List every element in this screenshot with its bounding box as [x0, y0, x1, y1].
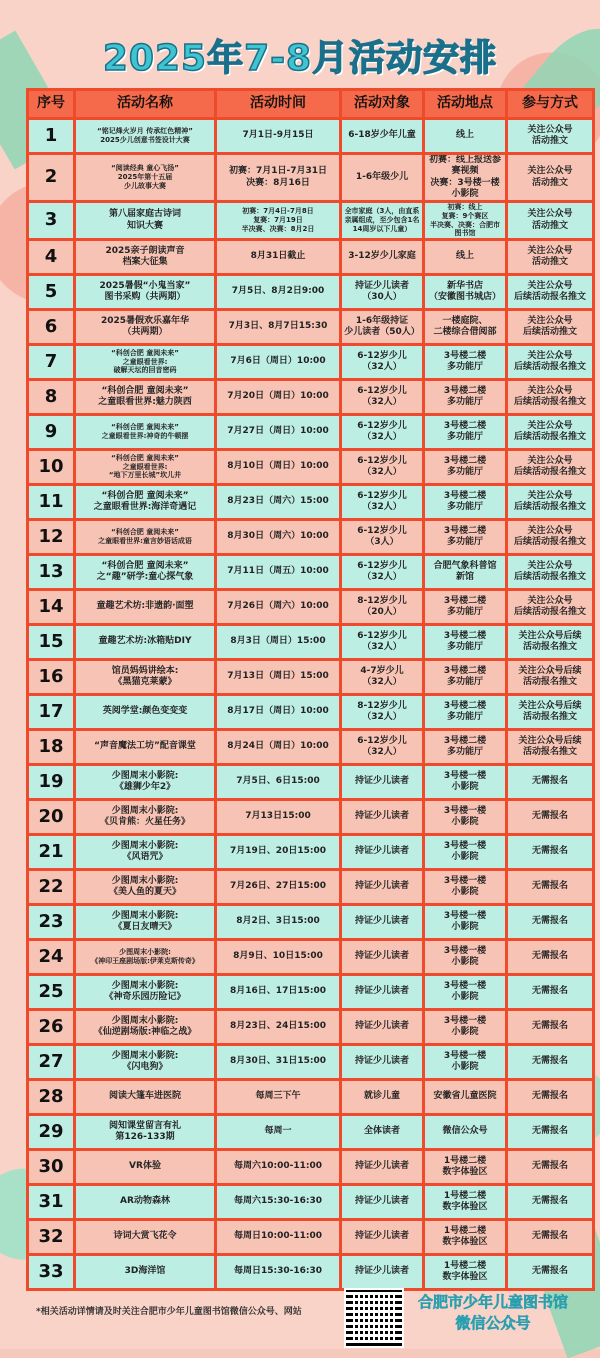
activity-location: 3号楼二楼 多功能厅 — [443, 525, 487, 547]
activity-time: 7月5日、8月2日9:00 — [231, 286, 325, 297]
activity-location: 3号楼一楼 小影院 — [443, 1050, 487, 1072]
activity-location: 新华书店 （安徽图书城店） — [428, 280, 501, 302]
activity-audience: 持证少儿读者 — [354, 1056, 409, 1067]
activity-name: 第八届家庭古诗词 知识大赛 — [108, 209, 181, 231]
activity-audience: 持证少儿读者 — [354, 776, 409, 787]
activity-name: 阅知课堂留言有礼 第126-133期 — [108, 1120, 181, 1142]
participation-method: 关注公众号 活动推文 — [527, 166, 573, 188]
activity-location: 1号楼二楼 数字体验区 — [442, 1155, 488, 1177]
activity-name: 少图周末小影院: 《闪电狗》 — [111, 1050, 179, 1072]
activity-name: 少图周末小影院: 《神奇乐园历险记》 — [104, 980, 186, 1002]
row-number: 32 — [38, 1225, 64, 1247]
activity-time: 8月9日、10日15:00 — [233, 951, 323, 962]
activity-audience: 持证少儿读者 — [354, 1266, 409, 1277]
activity-name: “科创合肥 童阅未来” 之童眼看世界:神奇的牛顿摆 — [101, 423, 189, 440]
header-location: 活动地点 — [425, 91, 505, 117]
participation-method: 关注公众号 后续活动报名推文 — [513, 595, 586, 617]
activity-audience: 持证少儿读者 — [354, 1021, 409, 1032]
activity-time: 7月20日（周日）10:00 — [227, 391, 329, 402]
activity-name: 阅读大篷车进医院 — [108, 1091, 181, 1102]
activity-location: 3号楼二楼 多功能厅 — [443, 350, 487, 372]
row-number: 19 — [38, 770, 64, 792]
header-time: 活动时间 — [217, 91, 339, 117]
row-number: 6 — [44, 315, 58, 337]
participation-method: 关注公众号 后续活动报名推文 — [513, 490, 586, 512]
participation-method: 关注公众号 活动推文 — [527, 209, 573, 231]
participation-method: 无需报名 — [531, 986, 568, 997]
participation-method: 关注公众号 后续活动报名推文 — [513, 350, 586, 372]
row-number: 17 — [38, 700, 64, 722]
table-row — [29, 661, 592, 693]
activity-location: 3号楼一楼 小影院 — [443, 1015, 487, 1037]
table-row — [29, 801, 592, 833]
activity-location: 3号楼一楼 小影院 — [443, 840, 487, 862]
activity-location: 安徽省儿童医院 — [433, 1091, 497, 1102]
activity-time: 每周六15:30-16:30 — [233, 1196, 323, 1207]
table-row — [29, 591, 592, 623]
activity-time: 每周六10:00-11:00 — [233, 1161, 323, 1172]
activity-audience: 6-12岁少儿 （32人） — [357, 630, 407, 652]
activity-location: 3号楼一楼 小影院 — [443, 980, 487, 1002]
activity-time: 8月2日、3日15:00 — [236, 916, 320, 927]
participation-method: 无需报名 — [531, 1161, 568, 1172]
table-row — [29, 1011, 592, 1043]
row-number: 3 — [44, 209, 58, 231]
row-number: 29 — [38, 1120, 64, 1142]
table-row — [29, 486, 592, 518]
participation-method: 关注公众号 后续活动报名推文 — [513, 385, 586, 407]
row-number: 14 — [38, 595, 64, 617]
header-name: 活动名称 — [76, 91, 214, 117]
activity-name: “科创合肥 童阅未来” 之童眼看世界:海洋奇遇记 — [93, 490, 197, 512]
activity-audience: 4-7岁少儿 （32人） — [360, 665, 404, 687]
activity-time: 每周日15:30-16:30 — [233, 1266, 323, 1277]
table-row — [29, 1221, 592, 1253]
participation-method: 无需报名 — [531, 916, 568, 927]
activity-time: 7月6日（周日）10:00 — [230, 356, 326, 367]
activity-time: 8月30日（周六）10:00 — [227, 531, 329, 542]
table-row — [29, 416, 592, 448]
activity-audience: 6-12岁少儿 （32人） — [357, 455, 407, 477]
table-row — [29, 1081, 592, 1113]
activity-name: “科创合肥 童阅未来” 之童眼看世界: “地下万里长城”坎儿井 — [108, 453, 182, 480]
activity-time: 7月26日、27日15:00 — [230, 881, 326, 892]
activity-name: VR体验 — [129, 1161, 161, 1172]
table-row — [29, 120, 592, 152]
participation-method: 无需报名 — [531, 811, 568, 822]
brand-subtitle: 微信公众号 — [455, 1314, 531, 1332]
activity-time: 7月26日（周六）10:00 — [227, 601, 329, 612]
activity-audience: 持证少儿读者 — [354, 916, 409, 927]
activity-audience: 8-12岁少儿 （32人） — [357, 700, 407, 722]
row-number: 24 — [38, 945, 64, 967]
row-number: 21 — [38, 840, 64, 862]
table-row — [29, 203, 592, 238]
activity-time: 每周三下午 — [255, 1091, 301, 1102]
participation-method: 无需报名 — [531, 881, 568, 892]
activity-location: 3号楼二楼 多功能厅 — [443, 665, 487, 687]
participation-method: 关注公众号后续 活动报名推文 — [518, 735, 582, 757]
participation-method: 关注公众号 活动推文 — [527, 245, 573, 267]
participation-method: 关注公众号 后续活动报名推文 — [513, 420, 586, 442]
participation-method: 关注公众号 后续活动报名推文 — [513, 455, 586, 477]
activity-name: 3D海洋馆 — [124, 1266, 166, 1277]
row-number: 7 — [44, 350, 58, 372]
table-row — [29, 276, 592, 308]
activity-location: 线上 — [455, 251, 474, 262]
row-number: 33 — [38, 1260, 64, 1282]
row-number: 8 — [44, 385, 58, 407]
activity-audience: 持证少儿读者 — [354, 811, 409, 822]
activity-location: 3号楼一楼 小影院 — [443, 910, 487, 932]
activity-audience: 持证少儿读者 — [354, 1231, 409, 1242]
participation-method: 关注公众号 后续活动报名推文 — [513, 525, 586, 547]
table-row — [29, 976, 592, 1008]
table-row — [29, 906, 592, 938]
table-row — [29, 766, 592, 798]
activity-time: 7月27日（周日）10:00 — [227, 426, 329, 437]
activity-time: 8月16日、17日15:00 — [230, 986, 326, 997]
activity-audience: 持证少儿读者 — [354, 1161, 409, 1172]
activity-location: 线上 — [455, 130, 474, 141]
table-row — [29, 381, 592, 413]
activity-time: 每周一 — [264, 1126, 292, 1137]
activity-location: 微信公众号 — [442, 1126, 488, 1137]
activity-name: 馆员妈妈讲绘本: 《黑猫克莱蒙》 — [111, 665, 179, 687]
activity-name: 诗词大赏飞花令 — [113, 1231, 177, 1242]
activity-location: 3号楼二楼 多功能厅 — [443, 455, 487, 477]
row-number: 30 — [38, 1155, 64, 1177]
header-audience: 活动对象 — [342, 91, 422, 117]
activity-name: 2025亲子朗读声音 档案大征集 — [105, 245, 185, 267]
activity-name: 2025暑假“小鬼当家” 图书采购（共两期） — [99, 280, 191, 302]
row-number: 18 — [38, 735, 64, 757]
table-row — [29, 1256, 592, 1288]
activity-location: 3号楼二楼 多功能厅 — [443, 420, 487, 442]
table-row — [29, 731, 592, 763]
activity-audience: 持证少儿读者 — [354, 986, 409, 997]
participation-method: 无需报名 — [531, 1091, 568, 1102]
activity-name: “阅读经典 童心飞扬” 2025年第十五届 少儿故事大赛 — [111, 164, 179, 190]
row-number: 10 — [38, 455, 64, 477]
row-number: 15 — [38, 630, 64, 652]
activity-name: “声音魔法工坊”配音课堂 — [94, 741, 196, 752]
activity-location: 初赛：线上 复赛：9个赛区 半决赛、决赛：合肥市图书馆 — [430, 203, 500, 238]
activity-time: 7月19日、20日15:00 — [230, 846, 326, 857]
header-method: 参与方式 — [508, 91, 592, 117]
activity-location: 1号楼二楼 数字体验区 — [442, 1190, 488, 1212]
participation-method: 关注公众号 后续活动推文 — [522, 315, 577, 337]
activity-time: 7月13日（周日）15:00 — [227, 671, 329, 682]
activity-time: 初赛：7月4日-7月8日 复赛：7月19日 半决赛、决赛：8月2日 — [241, 207, 315, 233]
table-row — [29, 556, 592, 588]
activity-audience: 持证少儿读者 — [354, 951, 409, 962]
activity-name: 少图周末小影院: 《神印王座剧场版:伊莱克斯传奇》 — [91, 948, 199, 965]
activity-audience: 持证少儿读者 （30人） — [354, 280, 409, 302]
table-row — [29, 1116, 592, 1148]
activity-audience: 8-12岁少儿 （20人） — [357, 595, 407, 617]
row-number: 13 — [38, 560, 64, 582]
brand-name: 合肥市少年儿童图书馆 — [417, 1293, 568, 1311]
activity-time: 7月3日、8月7日15:30 — [228, 321, 328, 332]
activity-audience: 持证少儿读者 — [354, 1196, 409, 1207]
activity-name: 英阅学堂:颜色变变变 — [102, 706, 188, 717]
activity-audience: 6-12岁少儿 （32人） — [357, 385, 407, 407]
activity-name: AR动物森林 — [120, 1196, 170, 1207]
row-number: 1 — [44, 124, 58, 146]
row-number: 22 — [38, 875, 64, 897]
activity-time: 7月1日-9月15日 — [242, 130, 314, 141]
table-row — [29, 521, 592, 553]
table-header-row — [29, 91, 592, 117]
activity-location: 3号楼二楼 多功能厅 — [443, 735, 487, 757]
activity-audience: 6-12岁少儿 （32人） — [357, 560, 407, 582]
row-number: 16 — [38, 665, 64, 687]
row-number: 27 — [38, 1050, 64, 1072]
row-number: 25 — [38, 980, 64, 1002]
brand-block — [408, 1292, 578, 1334]
qr-code-icon — [344, 1288, 404, 1348]
activity-location: 3号楼二楼 多功能厅 — [443, 595, 487, 617]
activity-audience: 6-12岁少儿 （32人） — [357, 350, 407, 372]
table-row — [29, 626, 592, 658]
table-row — [29, 155, 592, 200]
activity-location: 合肥气象科普馆 新馆 — [433, 560, 497, 582]
activity-audience: 全市家庭（3人，由直系 亲属组成，至少包含1名 14周岁以下儿童） — [344, 207, 420, 233]
activity-audience: 6-12岁少儿 （3人） — [357, 525, 407, 547]
activity-location: 3号楼二楼 多功能厅 — [443, 385, 487, 407]
activity-location: 3号楼一楼 小影院 — [443, 945, 487, 967]
row-number: 4 — [44, 245, 58, 267]
activity-time: 7月11日（周五）10:00 — [227, 566, 329, 577]
table-row — [29, 1046, 592, 1078]
activity-time: 8月31日截止 — [250, 251, 306, 262]
activity-name: 少图周末小影院: 《夏日友晴天》 — [111, 910, 179, 932]
activity-location: 3号楼二楼 多功能厅 — [443, 630, 487, 652]
activity-name: 少图周末小影院: 《贝肯熊：火星任务》 — [99, 805, 190, 827]
activity-audience: 持证少儿读者 — [354, 846, 409, 857]
participation-method: 无需报名 — [531, 1021, 568, 1032]
activity-name: “科创合肥 童阅未来” 之“趣”研学:童心探气象 — [96, 560, 194, 582]
participation-method: 无需报名 — [531, 1266, 568, 1277]
activity-table — [26, 88, 595, 1291]
activity-location: 初赛：线上报送参赛视频 决赛：3号楼一楼小影院 — [428, 155, 501, 199]
activity-audience: 6-12岁少儿 （32人） — [357, 420, 407, 442]
participation-method: 无需报名 — [531, 846, 568, 857]
page-title: 2025年7-8月活动安排 — [102, 38, 498, 79]
participation-method: 无需报名 — [531, 776, 568, 787]
activity-time: 8月17日（周日）10:00 — [227, 706, 329, 717]
participation-method: 关注公众号后续 活动报名推文 — [518, 665, 582, 687]
activity-location: 1号楼二楼 数字体验区 — [442, 1225, 488, 1247]
row-number: 31 — [38, 1190, 64, 1212]
activity-time: 7月5日、6日15:00 — [236, 776, 320, 787]
activity-audience: 1-6年级少儿 — [355, 171, 409, 182]
table-row — [29, 696, 592, 728]
activity-time: 8月23日（周六）15:00 — [227, 496, 329, 507]
activity-time: 初赛：7月1日-7月31日 决赛：8月16日 — [228, 166, 328, 188]
row-number: 11 — [38, 490, 64, 512]
activity-time: 8月10日（周日）10:00 — [227, 461, 329, 472]
activity-location: 3号楼一楼 小影院 — [443, 805, 487, 827]
activity-audience: 6-12岁少儿 （32人） — [357, 490, 407, 512]
activity-name: 2025暑假欢乐嘉年华 （共两期） — [100, 315, 190, 337]
participation-method: 关注公众号 后续活动报名推文 — [513, 560, 586, 582]
activity-name: 童趣艺术坊:非遗韵·面塑 — [96, 601, 194, 612]
activity-location: 3号楼一楼 小影院 — [443, 770, 487, 792]
table-row — [29, 941, 592, 973]
activity-name: “铭记烽火岁月 传承红色精神” 2025少儿创意书签设计大赛 — [97, 127, 193, 144]
participation-method: 关注公众号后续 活动报名推文 — [518, 700, 582, 722]
row-number: 9 — [44, 420, 58, 442]
activity-name: 少图周末小影院: 《美人鱼的夏天》 — [108, 875, 181, 897]
activity-time: 每周日10:00-11:00 — [233, 1231, 323, 1242]
table-row — [29, 871, 592, 903]
activity-audience: 6-18岁少年儿童 — [348, 130, 416, 141]
row-number: 2 — [44, 166, 58, 188]
participation-method: 无需报名 — [531, 1196, 568, 1207]
table-row — [29, 836, 592, 868]
table-row — [29, 311, 592, 343]
activity-location: 1号楼二楼 数字体验区 — [442, 1260, 488, 1282]
activity-name: 少图周末小影院: 《雄狮少年2》 — [111, 770, 179, 792]
activity-time: 8月30日、31日15:00 — [230, 1056, 326, 1067]
table-row — [29, 346, 592, 378]
activity-name: “科创合肥 童阅未来” 之童眼看世界:魅力陕西 — [98, 385, 192, 407]
participation-method: 关注公众号 活动推文 — [527, 124, 573, 146]
activity-time: 8月3日（周日）15:00 — [230, 636, 326, 647]
row-number: 5 — [44, 280, 58, 302]
activity-time: 7月13日15:00 — [245, 811, 311, 822]
participation-method: 无需报名 — [531, 1126, 568, 1137]
row-number: 12 — [38, 525, 64, 547]
table-row — [29, 1151, 592, 1183]
activity-name: “科创合肥 童阅未来” 之童眼看世界: 破解天坛的回音密码 — [111, 348, 179, 375]
activity-location: 3号楼一楼 小影院 — [443, 875, 487, 897]
row-number: 20 — [38, 805, 64, 827]
activity-audience: 6-12岁少儿 （32人） — [357, 735, 407, 757]
activity-time: 8月24日（周日）10:00 — [227, 741, 329, 752]
participation-method: 关注公众号 后续活动报名推文 — [513, 280, 586, 302]
participation-method: 无需报名 — [531, 1231, 568, 1242]
activity-location: 3号楼二楼 多功能厅 — [443, 490, 487, 512]
table-row — [29, 451, 592, 483]
activity-location: 一楼庭院、 二楼综合借阅部 — [433, 315, 497, 337]
row-number: 26 — [38, 1015, 64, 1037]
activity-audience: 1-6年级持证 少儿读者（50人） — [344, 315, 420, 337]
activity-audience: 全体读者 — [363, 1126, 400, 1137]
activity-audience: 持证少儿读者 — [354, 881, 409, 892]
row-number: 23 — [38, 910, 64, 932]
footer-note: *相关活动详情请及时关注合肥市少年儿童图书馆微信公众号、网站 — [36, 1307, 302, 1317]
participation-method: 无需报名 — [531, 1056, 568, 1067]
activity-name: 少图周末小影院: 《仙逆剧场版:神临之战》 — [93, 1015, 197, 1037]
table-row — [29, 1186, 592, 1218]
activity-name: “科创合肥 童阅未来” 之童眼看世界:童言妙语话成语 — [98, 528, 192, 545]
activity-time: 8月23日、24日15:00 — [230, 1021, 326, 1032]
activity-audience: 3-12岁少儿家庭 — [348, 251, 416, 262]
row-number: 28 — [38, 1085, 64, 1107]
activity-name: 少图周末小影院: 《风语咒》 — [111, 840, 179, 862]
activity-location: 3号楼二楼 多功能厅 — [443, 700, 487, 722]
table-row — [29, 241, 592, 273]
activity-audience: 就诊儿童 — [363, 1091, 400, 1102]
activity-name: 童趣艺术坊:冰箱贴DIY — [98, 636, 192, 647]
participation-method: 无需报名 — [531, 951, 568, 962]
participation-method: 关注公众号后续 活动报名推文 — [518, 630, 582, 652]
header-no: 序号 — [29, 91, 73, 117]
